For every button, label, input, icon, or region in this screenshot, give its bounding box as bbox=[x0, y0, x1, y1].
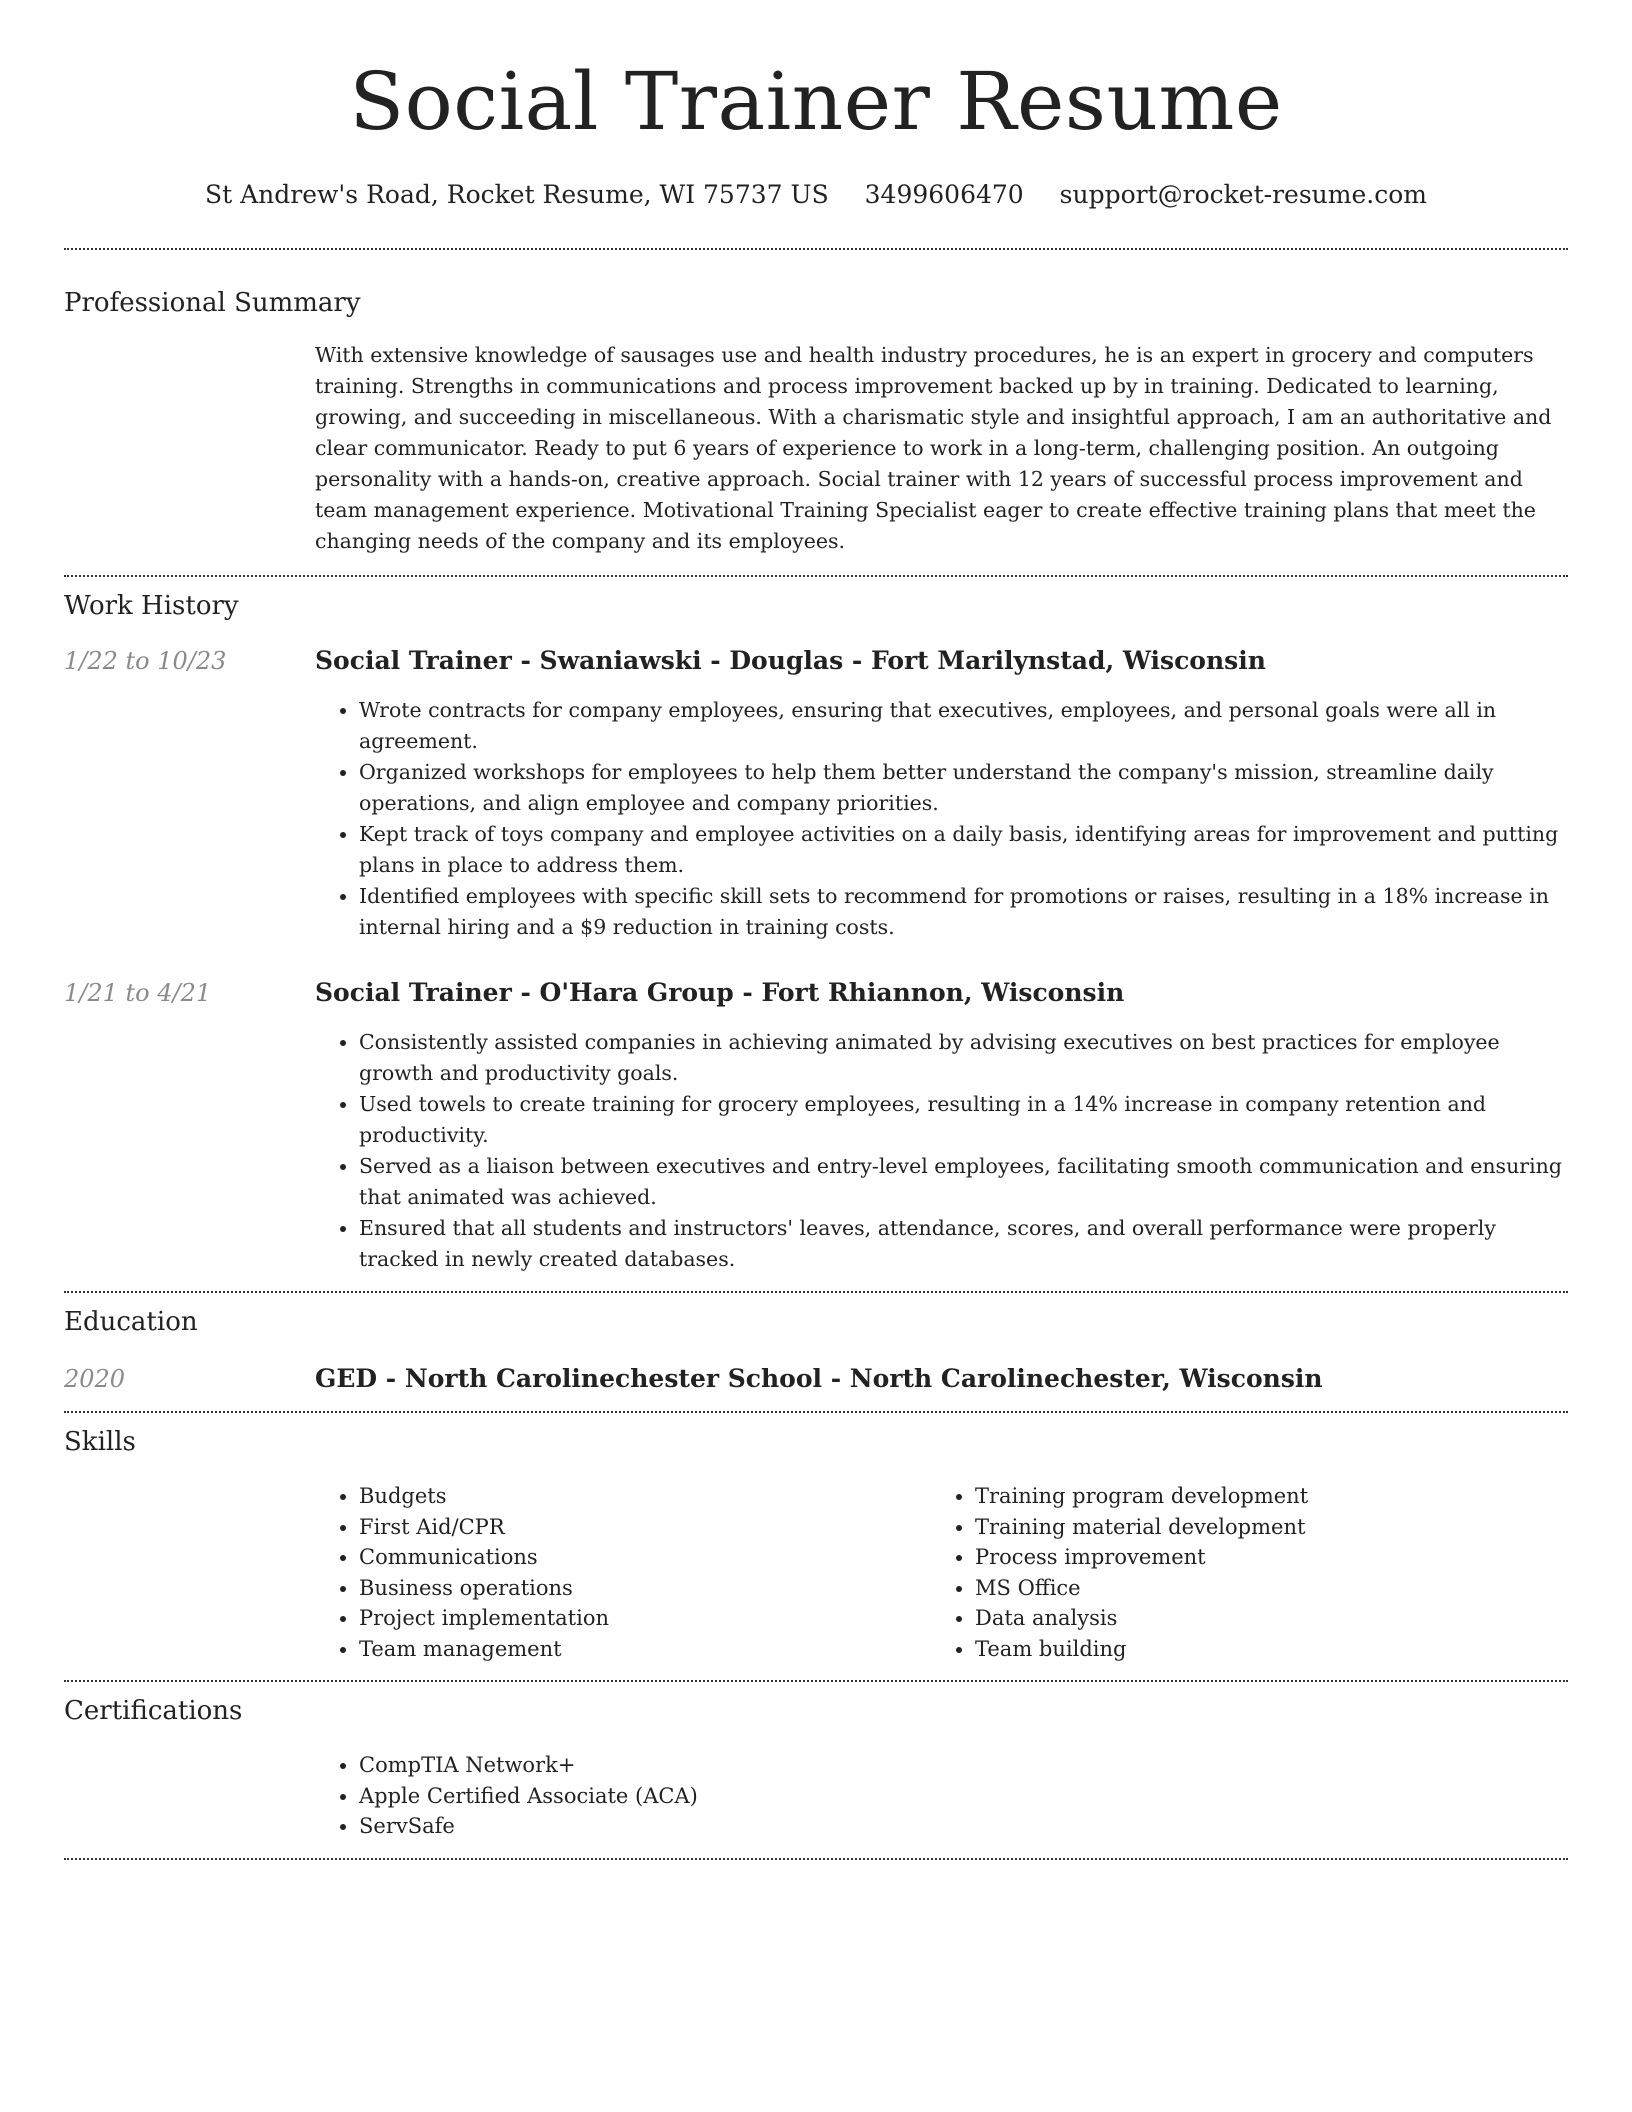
certifications-columns bbox=[315, 1750, 1568, 1842]
list-item: • CompTIA Network+ bbox=[359, 1750, 931, 1781]
work-history-section bbox=[64, 577, 1568, 1291]
summary-content bbox=[315, 340, 1568, 557]
education-entry bbox=[64, 1363, 1568, 1395]
education-content bbox=[315, 1363, 1568, 1395]
list-item: • Team building bbox=[975, 1634, 1547, 1665]
divider bbox=[64, 1858, 1568, 1860]
skills-section bbox=[64, 1413, 1568, 1680]
education-heading-line: GED - North Carolinechester School - North Carolinechester, Wisconsin bbox=[315, 1364, 1323, 1393]
list-item: • ServSafe bbox=[359, 1811, 931, 1842]
contact-phone: 3499606470 bbox=[864, 180, 1024, 209]
education-heading: Education bbox=[64, 1307, 198, 1337]
list-item: • Consistently assisted companies in achieving animated by advising executives on best practices for employee growth and productivity goals. bbox=[359, 1027, 1568, 1089]
summary-text: With extensive knowledge of sausages use and health industry procedures, he is an expert in grocery and computers training. Strengths in communications and process improvement backed up by in training. Dedicated to learning, growing, and succeeding in miscellaneous. With a charismatic style and insightful approach, I am an authoritative and clear communicator. Ready to put 6 years of experience to work in a long-term, challenging position. An outgoing personality with a hands-on, creative approach. Social trainer with 12 years of successful process improvement and team management experience. Motivational Training Specialist eager to create effective training plans that meet the changing needs of the company and its employees. bbox=[315, 343, 1552, 553]
list-item: • Communications bbox=[359, 1542, 931, 1573]
list-item: • MS Office bbox=[975, 1573, 1547, 1604]
skills-columns bbox=[315, 1481, 1568, 1664]
contact-line bbox=[64, 178, 1568, 212]
job-content bbox=[315, 977, 1568, 1275]
list-item: • Process improvement bbox=[975, 1542, 1547, 1573]
work-history-heading: Work History bbox=[64, 591, 239, 621]
contact-email: support@rocket-resume.com bbox=[1059, 180, 1427, 209]
list-item: • Identified employees with specific skill sets to recommend for promotions or raises, resulting in a 18% increase in internal hiring and a $9 reduction in training costs. bbox=[359, 881, 1568, 943]
list-item: • Budgets bbox=[359, 1481, 931, 1512]
skills-list-right bbox=[931, 1481, 1547, 1664]
job-bullets bbox=[315, 1027, 1568, 1275]
certifications-list bbox=[315, 1750, 931, 1842]
skills-heading: Skills bbox=[64, 1427, 136, 1457]
list-item: • Training material development bbox=[975, 1512, 1547, 1543]
list-item: • First Aid/CPR bbox=[359, 1512, 931, 1543]
resume-header bbox=[64, 0, 1568, 212]
education-date: 2020 bbox=[64, 1365, 126, 1393]
list-item: • Business operations bbox=[359, 1573, 931, 1604]
list-item: • Training program development bbox=[975, 1481, 1547, 1512]
skills-list-left bbox=[315, 1481, 931, 1664]
job-heading: Social Trainer - O'Hara Group - Fort Rhiannon, Wisconsin bbox=[315, 978, 1125, 1007]
education-section bbox=[64, 1293, 1568, 1411]
job-heading: Social Trainer - Swaniawski - Douglas - Fort Marilynstad, Wisconsin bbox=[315, 646, 1266, 675]
list-item: • Apple Certified Associate (ACA) bbox=[359, 1781, 931, 1812]
job-date: 1/22 to 10/23 bbox=[64, 647, 227, 675]
list-item: • Data analysis bbox=[975, 1603, 1547, 1634]
job-bullets bbox=[315, 695, 1568, 943]
list-item: • Team management bbox=[359, 1634, 931, 1665]
contact-address: St Andrew's Road, Rocket Resume, WI 75737 US bbox=[205, 180, 829, 209]
job-entry bbox=[64, 645, 1568, 943]
summary-heading: Professional Summary bbox=[64, 288, 361, 318]
list-item: • Project implementation bbox=[359, 1603, 931, 1634]
list-item: • Organized workshops for employees to help them better understand the company's mission, streamline daily operations, and align employee and company priorities. bbox=[359, 757, 1568, 819]
summary-section bbox=[64, 250, 1568, 575]
list-item: • Wrote contracts for company employees, ensuring that executives, employees, and personal goals were all in agreement. bbox=[359, 695, 1568, 757]
list-item: • Used towels to create training for grocery employees, resulting in a 14% increase in company retention and productivity. bbox=[359, 1089, 1568, 1151]
job-date: 1/21 to 4/21 bbox=[64, 979, 212, 1007]
list-item: • Kept track of toys company and employee activities on a daily basis, identifying areas for improvement and putting plans in place to address them. bbox=[359, 819, 1568, 881]
job-entry bbox=[64, 977, 1568, 1275]
page-title: Social Trainer Resume bbox=[349, 55, 1283, 148]
job-content bbox=[315, 645, 1568, 943]
certifications-section bbox=[64, 1682, 1568, 1858]
list-item: • Ensured that all students and instructors' leaves, attendance, scores, and overall performance were properly tracked in newly created databases. bbox=[359, 1213, 1568, 1275]
certifications-heading: Certifications bbox=[64, 1696, 243, 1726]
list-item: • Served as a liaison between executives and entry-level employees, facilitating smooth communication and ensuring that animated was achieved. bbox=[359, 1151, 1568, 1213]
